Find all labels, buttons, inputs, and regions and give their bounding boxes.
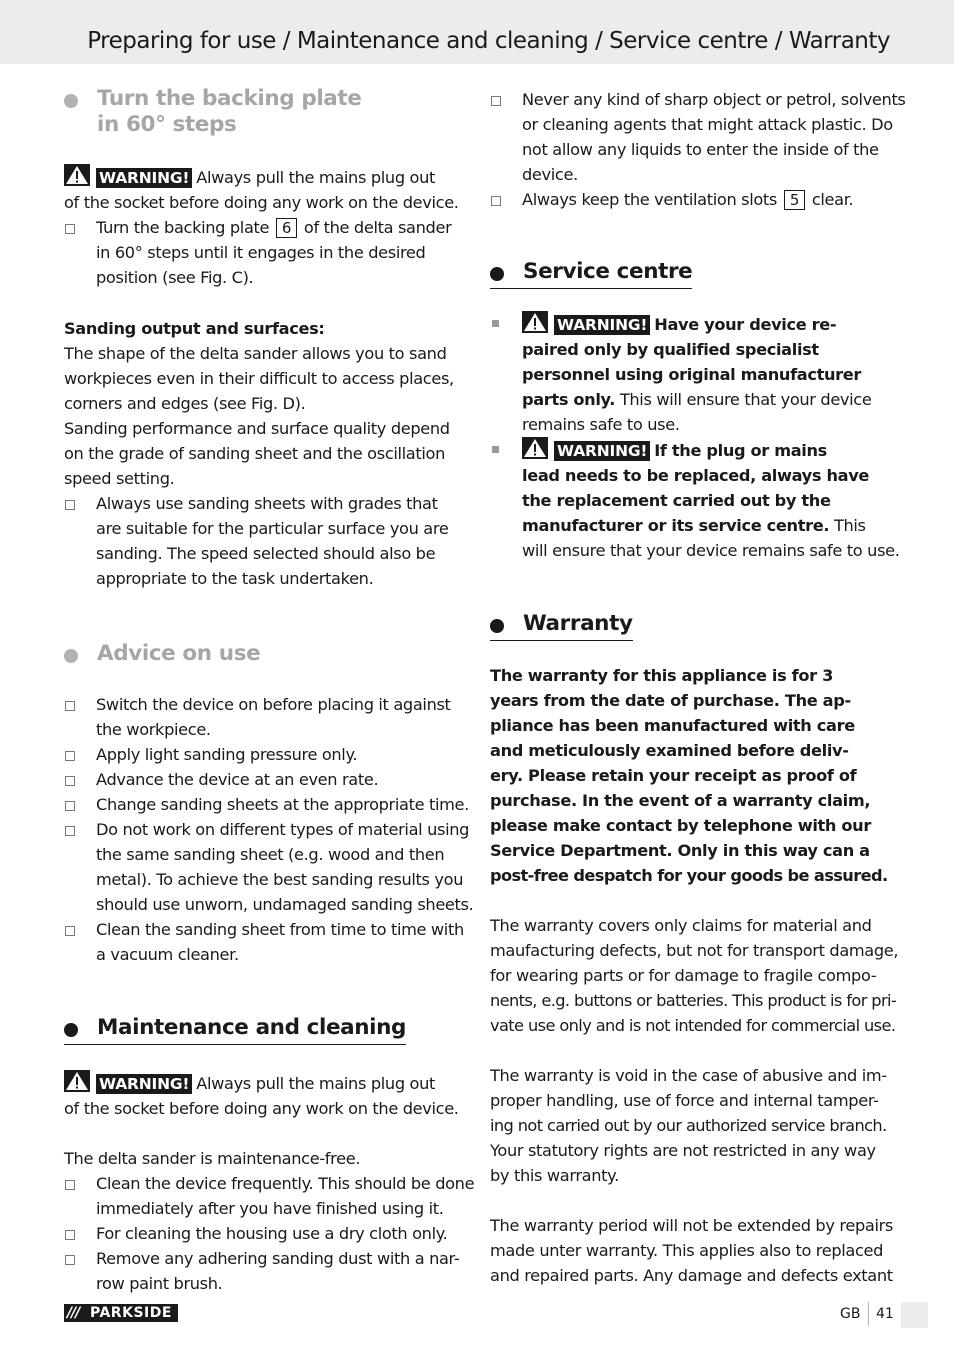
list-item: For cleaning the housing use a dry cloth only. bbox=[64, 1221, 466, 1246]
page-number: 41 bbox=[876, 1306, 894, 1322]
warranty-paragraph: The warranty period will not be extended by repairs made unter warranty. This applies also to replaced and repaired parts. Any damage and defects extant bbox=[490, 1216, 893, 1285]
advice-list bbox=[64, 692, 474, 967]
list-item: Always use sanding sheets with grades that are suitable for the particular surface you are sanding. The speed selected should also be appropriate to the task undertaken. bbox=[64, 491, 466, 591]
warning-block bbox=[64, 164, 466, 215]
list-item: WARNING! If the plug or mains lead needs to be replaced, always have the replacement carried out by the manufacturer or its service centre. This will ensure that your device remains safe to use. bbox=[490, 437, 892, 563]
list-item: Turn the backing plate 6 of the delta sander in 60° steps until it engages in the desired position (see Fig. C). bbox=[64, 215, 466, 290]
checkbox-bullet-icon bbox=[64, 1171, 96, 1221]
bullet-icon bbox=[64, 649, 78, 663]
checkbox-bullet-icon bbox=[64, 792, 96, 817]
warning-text: Always pull the mains plug out bbox=[196, 168, 436, 187]
list-item: Advance the device at an even rate. bbox=[64, 767, 466, 792]
bullet-icon bbox=[64, 94, 78, 108]
checkbox-bullet-icon bbox=[490, 87, 522, 187]
left-column: Turn the backing plate in 60° steps WARNING! Always pull the mains plug out of the socket before doing any work on the device. Turn the backing plate 6 of the delta sander in 60° steps until it engages in the desired position (see Fig. C). Sanding output and surfaces: The shape of the delta sander allows you to sand workpieces even in their difficult to access places, corners and edges (see Fig. D). Sanding performance and surface quality depend on the grade of sanding sheet and the oscillation speed setting. Always use sanding sheets with grades that are suitable for the particular surface you are sanding. The speed selected should also be appropriate to the task undertaken. Advice on use Switch the device on before placing it against the workpiece. Apply light sanding pressure only. Advance the device at an even rate. Change sanding sheets at the appropriate time. Do not work on different types of material using the same sanding sheet (e.g. wood and then metal). To achieve the best sanding results you should use unworn, undamaged sanding sheets. Clean the sanding sheet from time to time with a vacuum cleaner. Maintenance and cleaning WARNING! Always pull the mains plug out of the socket before doing any work on the device. The delta sander is maintenance-free. Clean the device frequently. This should be done immediately after you have finished using it. For cleaning the housing use a dry cloth only. Remove any adhering sanding dust with a nar- row paint brush. bbox=[64, 84, 466, 1296]
list-item: Clean the sanding sheet from time to time with a vacuum cleaner. bbox=[64, 917, 466, 967]
list-item: Do not work on different types of material using the same sanding sheet (e.g. wood and then metal). To achieve the best sanding results you should use unworn, undamaged sanding sheets. bbox=[64, 817, 466, 917]
section-heading-maintenance: Maintenance and cleaning bbox=[64, 1015, 406, 1045]
page-title: Preparing for use / Maintenance and cleaning / Service centre / Warranty bbox=[87, 28, 890, 54]
checkbox-bullet-icon bbox=[64, 215, 96, 290]
square-bullet-icon bbox=[490, 311, 522, 437]
sanding-section: Sanding output and surfaces: The shape of the delta sander allows you to sand workpieces even in their difficult to access places, corners and edges (see Fig. D). Sanding performance and surface quality depend on the grade of sanding sheet and the oscillation speed setting. Always use sanding sheets with grades that are suitable for the particular surface you are sanding. The speed selected should also be appropriate to the task undertaken. bbox=[64, 316, 466, 591]
parkside-logo: /// PARKSIDE bbox=[64, 1304, 178, 1322]
checkbox-bullet-icon bbox=[64, 491, 96, 591]
list-item: WARNING! Have your device re- paired only by qualified specialist personnel using original manufacturer parts only. This will ensure that your device remains safe to use. bbox=[490, 311, 892, 437]
warning-triangle-icon bbox=[64, 1070, 90, 1092]
subheading: Sanding output and surfaces: bbox=[64, 319, 325, 338]
checkbox-bullet-icon bbox=[64, 817, 96, 917]
checkbox-bullet-icon bbox=[64, 917, 96, 967]
reference-number: 6 bbox=[276, 218, 297, 238]
warning-triangle-icon bbox=[64, 164, 90, 186]
warning-triangle-icon bbox=[522, 437, 548, 459]
section-title-line: in 60° steps bbox=[97, 112, 237, 137]
footer-divider bbox=[868, 1302, 869, 1326]
checkbox-bullet-icon bbox=[64, 767, 96, 792]
list-item: Switch the device on before placing it against the workpiece. bbox=[64, 692, 466, 742]
right-column bbox=[490, 87, 906, 1288]
checkbox-bullet-icon bbox=[490, 187, 522, 212]
checkbox-bullet-icon bbox=[64, 1246, 96, 1296]
list-item: Clean the device frequently. This should be done immediately after you have finished using it. bbox=[64, 1171, 466, 1221]
list-item: Change sanding sheets at the appropriate time. bbox=[64, 792, 466, 817]
logo-stripes-icon: /// bbox=[67, 1305, 80, 1321]
page-tab bbox=[901, 1302, 928, 1328]
section-heading-warranty: Warranty bbox=[490, 611, 633, 641]
language-code: GB bbox=[840, 1306, 861, 1322]
checkbox-bullet-icon bbox=[64, 1221, 96, 1246]
bullet-icon bbox=[490, 619, 504, 633]
list-item: Always keep the ventilation slots 5 clear. bbox=[490, 187, 892, 212]
warning-text: of the socket before doing any work on the device. bbox=[64, 193, 459, 212]
warranty-paragraph: The warranty is void in the case of abusive and im- proper handling, use of force and internal tamper- ing not carried out by our authorized service branch. Your statutory rights are not restricted in any way by this warranty. bbox=[490, 1066, 887, 1185]
warranty-paragraph: The warranty covers only claims for material and maufacturing defects, but not for transport damage, for wearing parts or for damage to fragile compo- nents, e.g. buttons or batteries. This product is for pri- vate use only and is not intended for commercial use. bbox=[490, 916, 899, 1035]
list-item: Apply light sanding pressure only. bbox=[64, 742, 466, 767]
warranty-bold-paragraph: The warranty for this appliance is for 3 years from the date of purchase. The ap- pliance has been manufactured with care and meticulously examined before deliv- ery. Please retain your receipt as proof of purchase. In the event of a warranty claim, please make contact by telephone with our Service Department. Only in this way can a post-free despatch for your goods be assured. bbox=[490, 666, 888, 885]
checkbox-bullet-icon bbox=[64, 742, 96, 767]
list-item: Never any kind of sharp object or petrol, solvents or cleaning agents that might attack plastic. Do not allow any liquids to enter the inside of the device. bbox=[490, 87, 892, 187]
list-item: Remove any adhering sanding dust with a nar- row paint brush. bbox=[64, 1246, 466, 1296]
square-bullet-icon bbox=[490, 437, 522, 563]
warning-label: WARNING! bbox=[96, 1074, 192, 1094]
warning-label: WARNING! bbox=[554, 315, 650, 335]
section-heading-service: Service centre bbox=[490, 259, 692, 289]
section-heading-advice: Advice on use bbox=[64, 641, 466, 667]
warning-triangle-icon bbox=[522, 311, 548, 333]
reference-number: 5 bbox=[784, 190, 805, 210]
warning-label: WARNING! bbox=[554, 441, 650, 461]
warning-block: WARNING! Always pull the mains plug out of the socket before doing any work on the device. bbox=[64, 1070, 466, 1121]
warning-label: WARNING! bbox=[96, 168, 192, 188]
service-list bbox=[490, 311, 900, 563]
bullet-icon bbox=[490, 267, 504, 281]
section-heading-backing-plate bbox=[64, 86, 466, 138]
section-title-line: Turn the backing plate bbox=[97, 86, 362, 111]
checkbox-bullet-icon bbox=[64, 692, 96, 742]
bullet-icon bbox=[64, 1023, 78, 1037]
